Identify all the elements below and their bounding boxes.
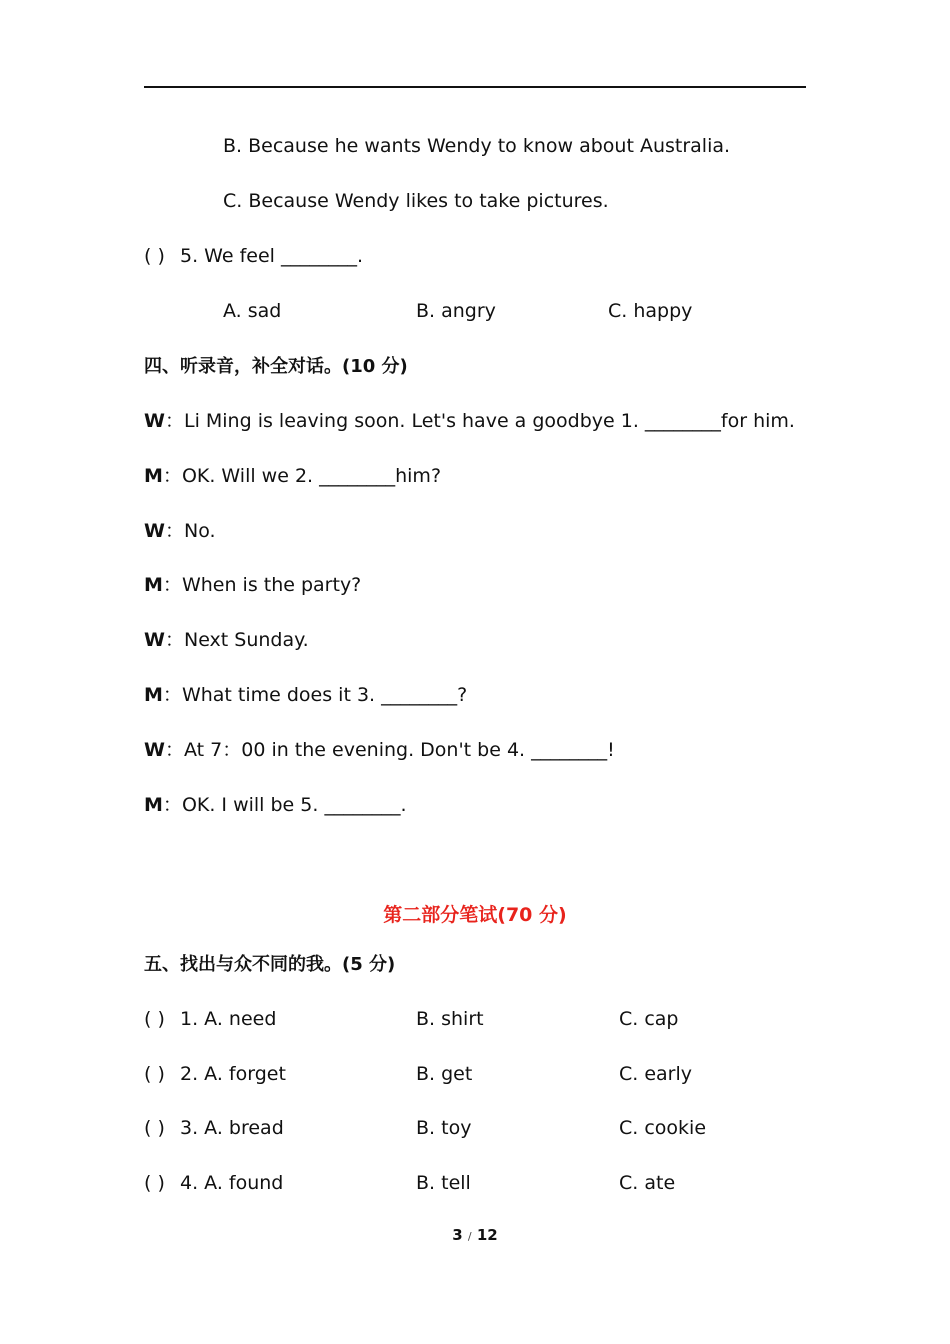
speaker: W xyxy=(144,410,165,432)
option-a: 4. A. found xyxy=(180,1172,284,1194)
option-c: C. cookie xyxy=(619,1117,707,1139)
dialogue-line xyxy=(144,683,467,707)
speaker-colon: ： xyxy=(164,739,184,761)
speaker-colon: ： xyxy=(162,465,182,487)
speaker: W xyxy=(144,629,165,651)
q5-option-b: B. angry xyxy=(416,300,496,322)
option-c: C. cap xyxy=(619,1008,679,1030)
answer-paren[interactable]: ( ) xyxy=(144,1008,165,1030)
dialogue-line xyxy=(144,464,441,488)
speaker-colon: ： xyxy=(162,684,182,706)
option-b: B. tell xyxy=(416,1172,471,1194)
option-b: B. get xyxy=(416,1063,473,1085)
question-5-stem: 5. We feel ________. xyxy=(180,245,363,267)
q4-option-c: C. Because Wendy likes to take pictures. xyxy=(223,190,609,212)
dialogue-line xyxy=(144,738,615,762)
option-b: B. shirt xyxy=(416,1008,484,1030)
speaker: M xyxy=(144,684,163,706)
question-5 xyxy=(144,244,363,268)
dialogue-line xyxy=(144,793,407,817)
dialogue-text: OK. Will we 2. ________him? xyxy=(181,465,442,487)
option-a: 1. A. need xyxy=(180,1008,277,1030)
answer-paren[interactable]: ( ) xyxy=(144,1063,165,1085)
option-c: C. ate xyxy=(619,1172,676,1194)
option-c: C. early xyxy=(619,1063,693,1085)
speaker: W xyxy=(144,739,165,761)
odd-one-out-item xyxy=(144,1007,276,1031)
total-pages: 12 xyxy=(476,1226,498,1244)
dialogue-text: OK. I will be 5. ________. xyxy=(181,794,407,816)
option-a: 2. A. forget xyxy=(180,1063,286,1085)
speaker-colon: ： xyxy=(164,520,184,542)
option-a: 3. A. bread xyxy=(180,1117,284,1139)
dialogue-line xyxy=(144,573,361,597)
answer-paren[interactable]: ( ) xyxy=(144,1117,165,1139)
dialogue-text: What time does it 3. ________? xyxy=(181,684,468,706)
speaker: M xyxy=(144,794,163,816)
answer-paren[interactable]: ( ) xyxy=(144,245,165,267)
speaker-colon: ： xyxy=(162,574,182,596)
q4-option-b: B. Because he wants Wendy to know about Australia. xyxy=(223,135,731,157)
dialogue-line xyxy=(144,628,309,652)
header-rule xyxy=(144,86,806,88)
speaker: M xyxy=(144,574,163,596)
option-b: B. toy xyxy=(416,1117,472,1139)
speaker-colon: ： xyxy=(162,794,182,816)
dialogue-line xyxy=(144,409,795,433)
dialogue-text: At 7：00 in the evening. Don't be 4. ________! xyxy=(183,739,615,761)
dialogue-text: Next Sunday. xyxy=(183,629,309,651)
dialogue-text: Li Ming is leaving soon. Let's have a goodbye 1. ________for him. xyxy=(183,410,795,432)
dialogue-text: When is the party? xyxy=(181,574,362,596)
answer-paren[interactable]: ( ) xyxy=(144,1172,165,1194)
speaker-colon: ： xyxy=(164,629,184,651)
section-4-title: 四、听录音，补全对话。(10 分) xyxy=(144,356,408,377)
odd-one-out-item xyxy=(144,1171,283,1195)
q5-option-a: A. sad xyxy=(223,300,282,322)
section-5-title: 五、找出与众不同的我。(5 分) xyxy=(144,954,396,975)
current-page: 3 xyxy=(452,1226,463,1244)
odd-one-out-item xyxy=(144,1116,284,1140)
odd-one-out-item xyxy=(144,1062,286,1086)
part-2-title: 第二部分笔试(70 分) xyxy=(383,904,567,926)
page-separator: / xyxy=(467,1230,472,1243)
q5-option-c: C. happy xyxy=(608,300,693,322)
speaker-colon: ： xyxy=(164,410,184,432)
page-number xyxy=(0,1226,950,1244)
speaker: W xyxy=(144,520,165,542)
dialogue-line xyxy=(144,519,216,543)
dialogue-text: No. xyxy=(183,520,216,542)
speaker: M xyxy=(144,465,163,487)
